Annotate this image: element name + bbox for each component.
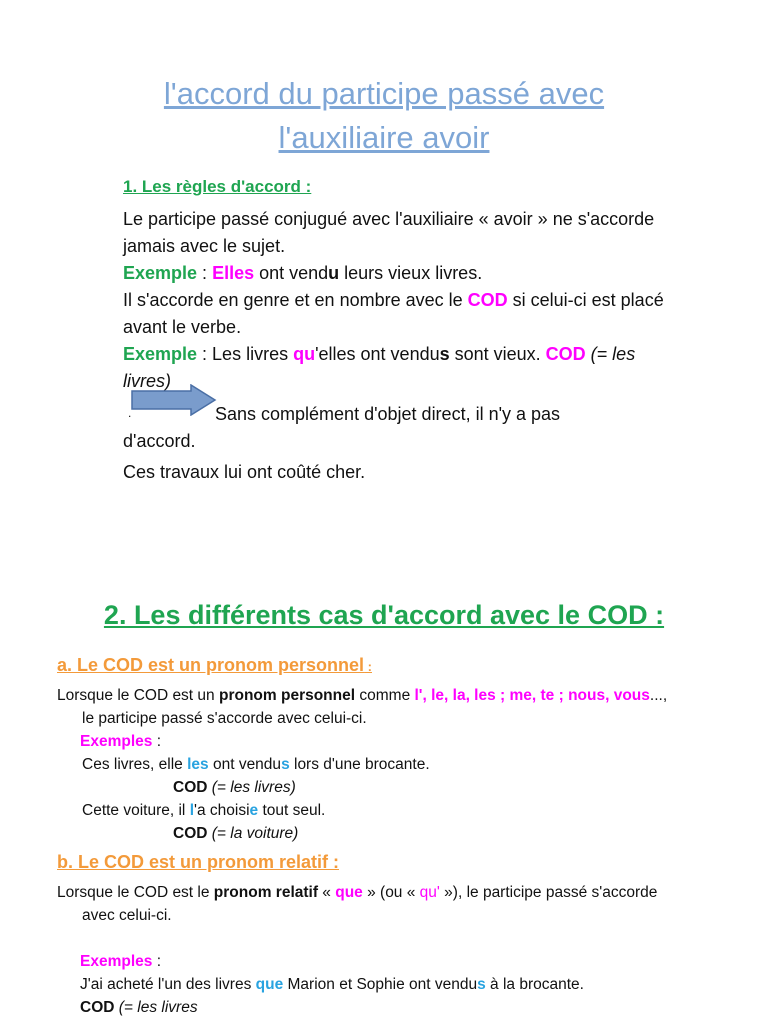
subsection-a-example-2 xyxy=(82,799,325,822)
subsection-b-heading xyxy=(57,852,339,873)
paragraph-bold: pronom personnel xyxy=(218,687,356,704)
example-text: J'ai acheté l'un des livres xyxy=(80,976,256,993)
paragraph-text-mid: « xyxy=(318,884,336,901)
paragraph-text-mid: comme xyxy=(355,687,415,704)
page-title xyxy=(40,72,728,160)
subsection-b-examples-label xyxy=(80,950,161,973)
section1-paragraph-1: Le participe passé conjugué avec l'auxiliaire « avoir » ne s'accorde jamais avec le sujet. xyxy=(123,209,655,256)
examples-colon: : xyxy=(152,733,162,750)
example-text-end: lors d'une brocante. xyxy=(289,756,430,773)
example-label: Exemple xyxy=(123,344,198,364)
cod-label: COD xyxy=(173,779,208,796)
subsection-a-paragraph-line2: le participe passé s'accorde avec celui-ci. xyxy=(82,710,367,727)
subsection-a-examples-label xyxy=(80,730,161,753)
subsection-b-example-1 xyxy=(80,973,584,996)
section1-paragraph-2 xyxy=(123,287,668,341)
example-text: Cette voiture, il xyxy=(82,802,190,819)
bullet-dot: . xyxy=(128,406,132,420)
examples-label: Exemples xyxy=(80,953,153,970)
section1-heading: 1. Les règles d'accord : xyxy=(123,177,312,196)
example-text-mid: 'elles ont vendu xyxy=(315,344,440,364)
example-text-end: sont vieux. xyxy=(449,344,546,364)
que-highlight: que xyxy=(255,976,284,993)
section2-heading: 2. Les différents cas d'accord avec le COD : xyxy=(103,600,665,630)
example-label: Exemple xyxy=(123,263,198,283)
cod-highlight: COD xyxy=(467,290,508,310)
ending-highlight: e xyxy=(249,802,259,819)
paragraph-text-mid2: » (ou « xyxy=(362,884,420,901)
cod-label: COD xyxy=(80,999,115,1016)
paragraph-text: Lorsque le COD est un xyxy=(57,687,219,704)
paragraph-bold: pronom relatif xyxy=(213,884,318,901)
section1-example-1 xyxy=(123,260,668,287)
title-line-1: l'accord du participe passé avec xyxy=(163,76,605,111)
subsection-a-cod-1 xyxy=(173,776,296,799)
ending-highlight: s xyxy=(477,976,486,993)
que-highlight: que xyxy=(335,884,363,901)
paragraph-text-end: »), le participe passé s'accorde xyxy=(439,884,658,901)
qu-highlight: qu' xyxy=(419,884,440,901)
pronoun-highlight: l xyxy=(189,802,194,819)
example-text: ont vend xyxy=(254,263,329,283)
subsection-b-cod xyxy=(80,996,198,1019)
subsection-a-paragraph xyxy=(57,684,747,707)
paragraph-text: Il s'accorde en genre et en nombre avec le xyxy=(123,290,468,310)
example-text-mid: ont vendu xyxy=(208,756,282,773)
examples-label: Exemples xyxy=(80,733,153,750)
example-sep: : xyxy=(197,263,213,283)
example-text-end: tout seul. xyxy=(258,802,326,819)
example-text-end: leurs vieux livres. xyxy=(339,263,483,283)
examples-colon: : xyxy=(152,953,162,970)
pronoun-highlight: les xyxy=(187,756,209,773)
section1-paragraph-3: Sans complément d'objet direct, il n'y a pas xyxy=(215,404,561,424)
subsection-a-colon: : xyxy=(364,659,372,674)
example-text-end: à la brocante. xyxy=(485,976,584,993)
cod-note: (= les livres) xyxy=(123,344,636,391)
subsection-b-title: b. Le COD est un pronom relatif : xyxy=(57,852,340,872)
title-line-2: l'auxiliaire avoir xyxy=(278,120,490,155)
paragraph-text: Lorsque le COD est le xyxy=(57,884,214,901)
subsection-a-heading xyxy=(57,655,372,676)
cod-note: (= les livres) xyxy=(207,779,296,796)
cod-note: (= les livres xyxy=(114,999,198,1016)
section1-paragraph-3b: d'accord. xyxy=(123,431,196,451)
pronoun-list: l', le, la, les ; me, te ; nous, vous xyxy=(414,687,650,704)
cod-label: COD xyxy=(173,825,208,842)
section1-paragraph-4: Ces travaux lui ont coûté cher. xyxy=(123,462,366,482)
example-text-mid: Marion et Sophie ont vendu xyxy=(283,976,478,993)
example-text-mid: 'a choisi xyxy=(194,802,250,819)
subject-highlight: Elles xyxy=(212,263,255,283)
paragraph-text-end: si celui-ci est placé avant le verbe. xyxy=(123,290,664,337)
subsection-a-title: a. Le COD est un pronom personnel xyxy=(57,655,365,675)
ending-highlight: s xyxy=(281,756,290,773)
subsection-b-paragraph-line2: avec celui-ci. xyxy=(82,907,172,924)
subsection-b-paragraph xyxy=(57,881,747,904)
example-text: : Les livres xyxy=(197,344,294,364)
ending-highlight: u xyxy=(328,263,340,283)
cod-note: (= la voiture) xyxy=(207,825,299,842)
subsection-a-cod-2 xyxy=(173,822,298,845)
example-text: Ces livres, elle xyxy=(82,756,188,773)
qu-highlight: qu xyxy=(293,344,316,364)
ending-highlight: s xyxy=(439,344,450,364)
subsection-a-example-1 xyxy=(82,753,430,776)
cod-highlight: COD xyxy=(545,344,586,364)
paragraph-text-end: ..., xyxy=(649,687,668,704)
